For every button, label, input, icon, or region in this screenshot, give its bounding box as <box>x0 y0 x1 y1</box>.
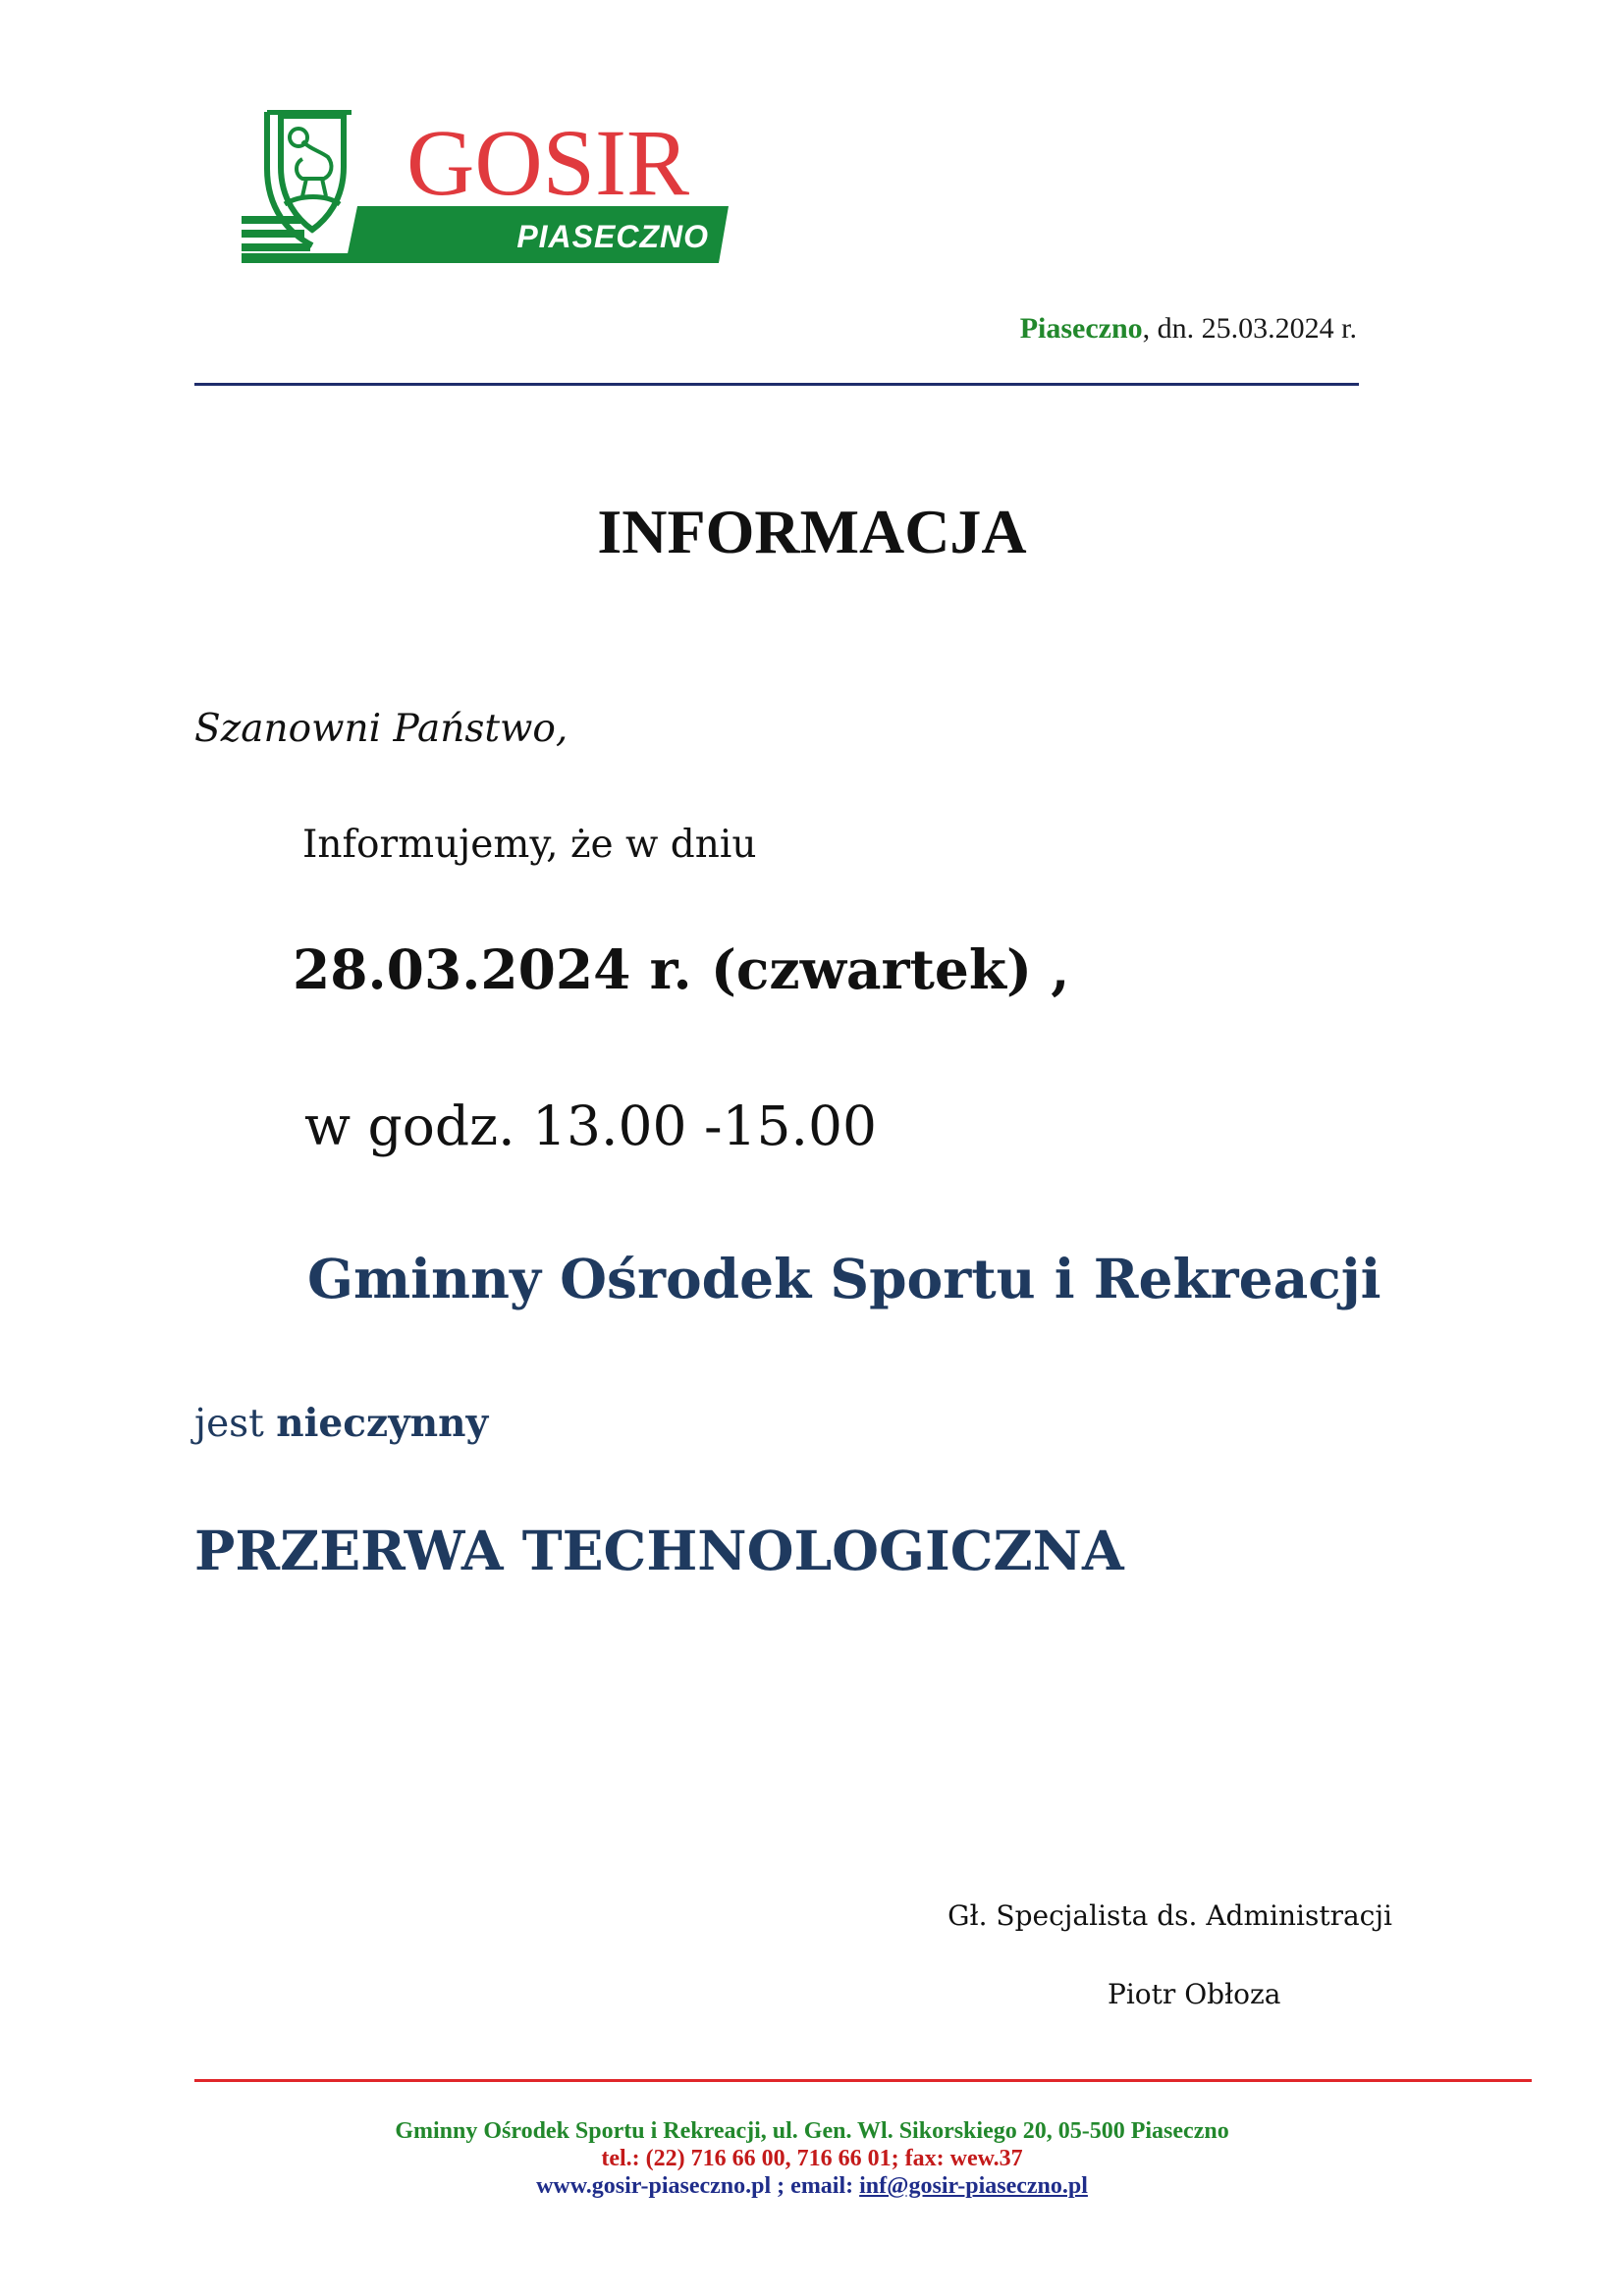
gosir-logo-graphic <box>242 110 732 265</box>
signer-title: Gł. Specjalista ds. Administracji <box>947 1899 1392 1932</box>
logo-city-text: PIASECZNO <box>516 219 709 254</box>
header-divider <box>194 383 1359 386</box>
status-prefix: jest <box>194 1402 264 1446</box>
status-value: nieczynny <box>276 1401 489 1446</box>
document-title: INFORMACJA <box>597 497 1027 566</box>
intro-text: Informujemy, że w dniu <box>302 823 757 867</box>
salutation: Szanowni Państwo, <box>194 707 568 751</box>
closure-hours: w godz. 13.00 -15.00 <box>304 1095 878 1157</box>
footer-address: Gminny Ośrodek Sportu i Rekreacji, ul. Gen. Wl. Sikorskiego 20, 05-500 Piaseczno <box>395 2118 1229 2144</box>
date-city: Piaseczno <box>1019 312 1143 345</box>
footer-contact <box>0 2173 1624 2200</box>
footer-email-link[interactable]: inf@gosir-piaseczno.pl <box>859 2173 1088 2199</box>
gosir-logo <box>242 110 732 265</box>
closure-date: 28.03.2024 r. (czwartek) , <box>293 937 1070 1001</box>
status-line <box>194 1401 488 1446</box>
date-text: , dn. 25.03.2024 r. <box>1142 312 1357 345</box>
footer-divider <box>194 2079 1532 2082</box>
footer-phone: tel.: (22) 716 66 00, 716 66 01; fax: wew.37 <box>601 2146 1023 2171</box>
logo-brand-text: GOSIR <box>406 110 690 215</box>
closure-reason: PRZERWA TECHNOLOGICZNA <box>194 1519 1124 1582</box>
document-date <box>0 312 1357 346</box>
signer-name: Piotr Obłoza <box>1108 1978 1281 2010</box>
footer-website: www.gosir-piaseczno.pl ; email: <box>536 2173 860 2199</box>
organization-name: Gminny Ośrodek Sportu i Rekreacji <box>307 1247 1381 1310</box>
